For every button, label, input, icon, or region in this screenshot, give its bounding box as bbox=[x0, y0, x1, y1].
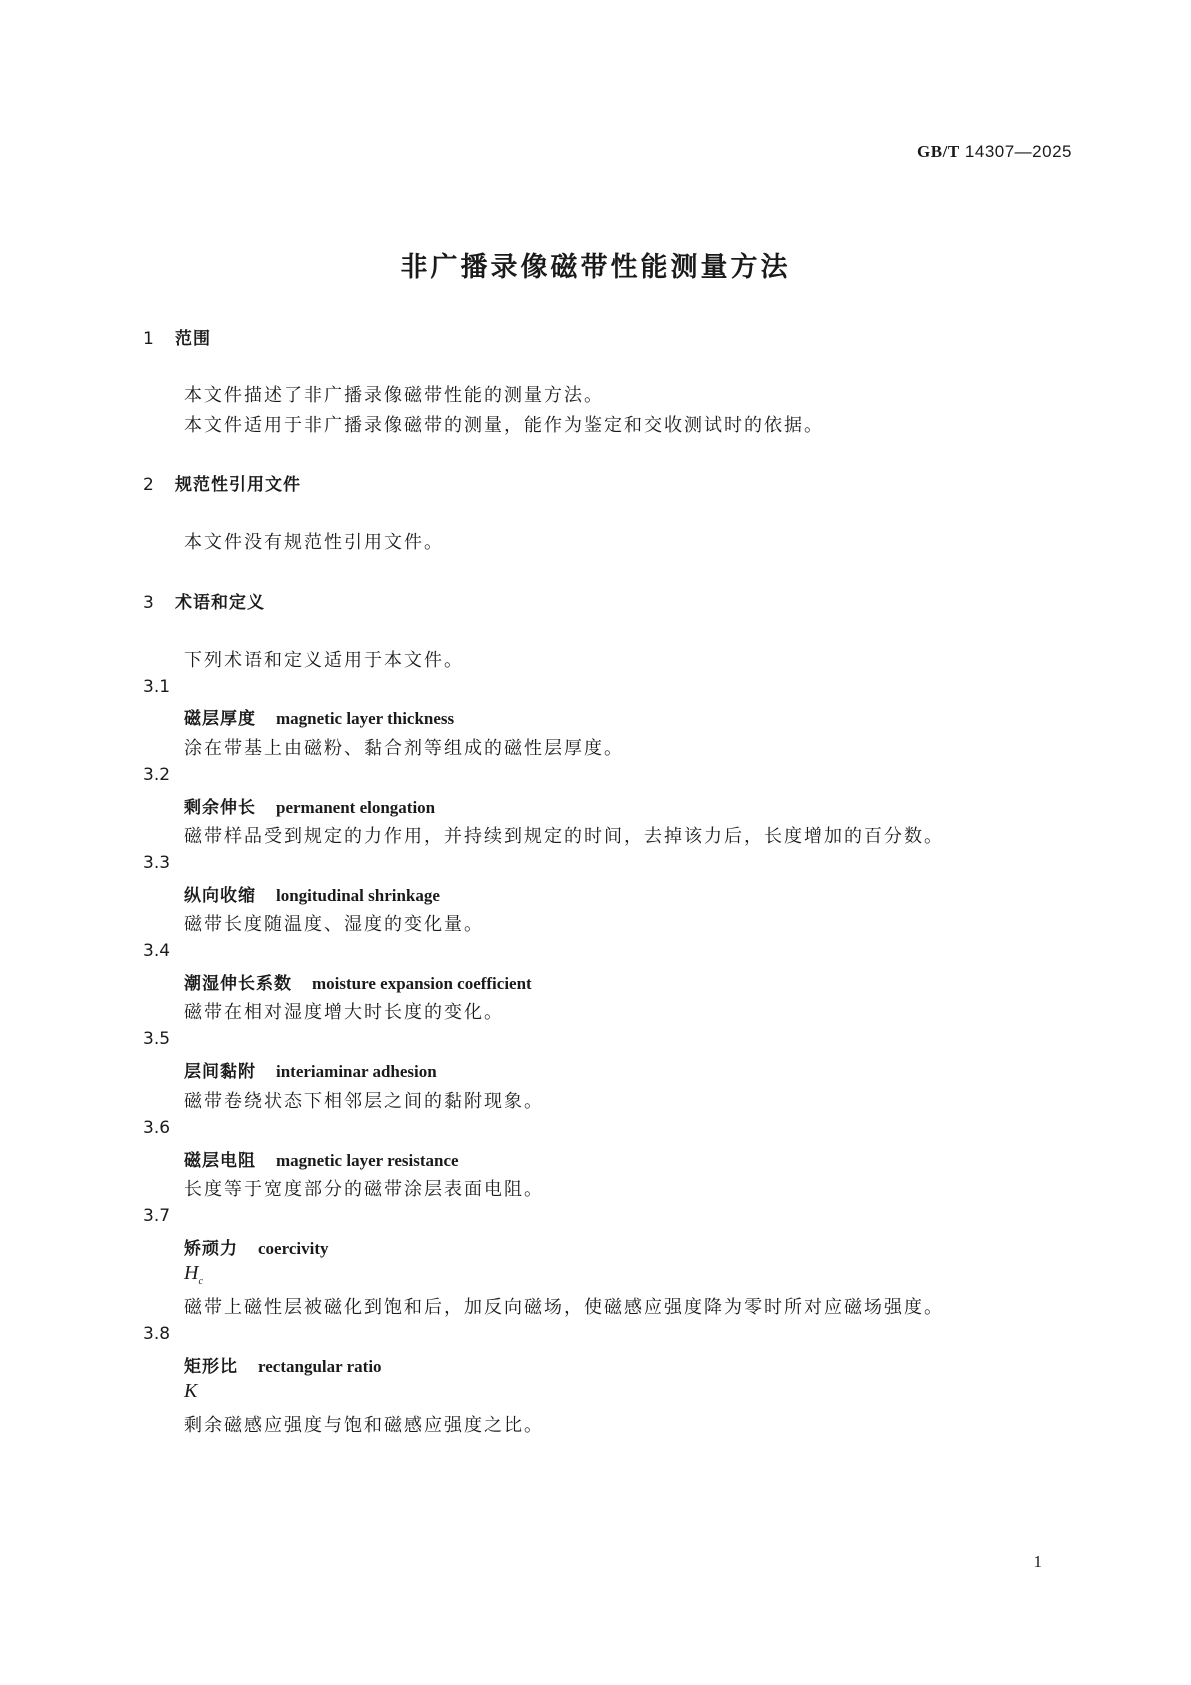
section-3-heading: 3 术语和定义 bbox=[143, 593, 265, 613]
term-number: 3.7 bbox=[143, 1206, 171, 1226]
term-heading: 磁层厚度 magnetic layer thickness bbox=[184, 709, 455, 729]
term-definition: 磁带长度随温度、湿度的变化量。 bbox=[184, 914, 484, 935]
term-definition: 磁带样品受到规定的力作用，并持续到规定的时间，去掉该力后，长度增加的百分数。 bbox=[184, 826, 944, 847]
section-1-paragraph-2: 本文件适用于非广播录像磁带的测量，能作为鉴定和交收测试时的依据。 bbox=[184, 415, 824, 436]
term-number: 3.8 bbox=[143, 1324, 171, 1344]
term-number: 3.2 bbox=[143, 765, 171, 785]
term-definition: 磁带卷绕状态下相邻层之间的黏附现象。 bbox=[184, 1091, 544, 1112]
section-3-paragraph-1: 下列术语和定义适用于本文件。 bbox=[184, 650, 464, 671]
section-2-paragraph-1: 本文件没有规范性引用文件。 bbox=[184, 532, 444, 553]
term-definition: 长度等于宽度部分的磁带涂层表面电阻。 bbox=[184, 1179, 544, 1200]
term-symbol: K bbox=[184, 1380, 198, 1402]
term-heading: 矫顽力 coercivity bbox=[184, 1239, 329, 1259]
section-1-paragraph-1: 本文件描述了非广播录像磁带性能的测量方法。 bbox=[184, 385, 604, 406]
standard-number: 14307—2025 bbox=[964, 142, 1072, 161]
term-definition: 磁带上磁性层被磁化到饱和后，加反向磁场，使磁感应强度降为零时所对应磁场强度。 bbox=[184, 1297, 944, 1318]
term-symbol: $H_c$ bbox=[184, 1262, 203, 1287]
term-definition: 磁带在相对湿度增大时长度的变化。 bbox=[184, 1002, 504, 1023]
term-number: 3.3 bbox=[143, 853, 171, 873]
document-title: 非广播录像磁带性能测量方法 bbox=[400, 252, 791, 283]
term-number: 3.1 bbox=[143, 677, 171, 697]
term-heading: 矩形比 rectangular ratio bbox=[184, 1357, 382, 1377]
section-2-heading: 2 规范性引用文件 bbox=[143, 475, 301, 495]
section-1-heading: 1 范围 bbox=[143, 329, 211, 349]
standard-code bbox=[917, 142, 1072, 162]
term-heading: 潮湿伸长系数 moisture expansion coefficient bbox=[184, 974, 532, 994]
page-number: 1 bbox=[1033, 1552, 1042, 1571]
term-definition: 剩余磁感应强度与饱和磁感应强度之比。 bbox=[184, 1415, 544, 1436]
term-heading: 磁层电阻 magnetic layer resistance bbox=[184, 1151, 459, 1171]
term-heading: 剩余伸长 permanent elongation bbox=[184, 798, 436, 818]
term-heading: 层间黏附 interiaminar adhesion bbox=[184, 1062, 437, 1082]
term-number: 3.6 bbox=[143, 1118, 171, 1138]
standard-prefix: GB/T bbox=[917, 142, 960, 161]
term-heading: 纵向收缩 longitudinal shrinkage bbox=[184, 886, 440, 906]
term-number: 3.4 bbox=[143, 941, 171, 961]
term-definition: 涂在带基上由磁粉、黏合剂等组成的磁性层厚度。 bbox=[184, 738, 624, 759]
term-number: 3.5 bbox=[143, 1029, 171, 1049]
